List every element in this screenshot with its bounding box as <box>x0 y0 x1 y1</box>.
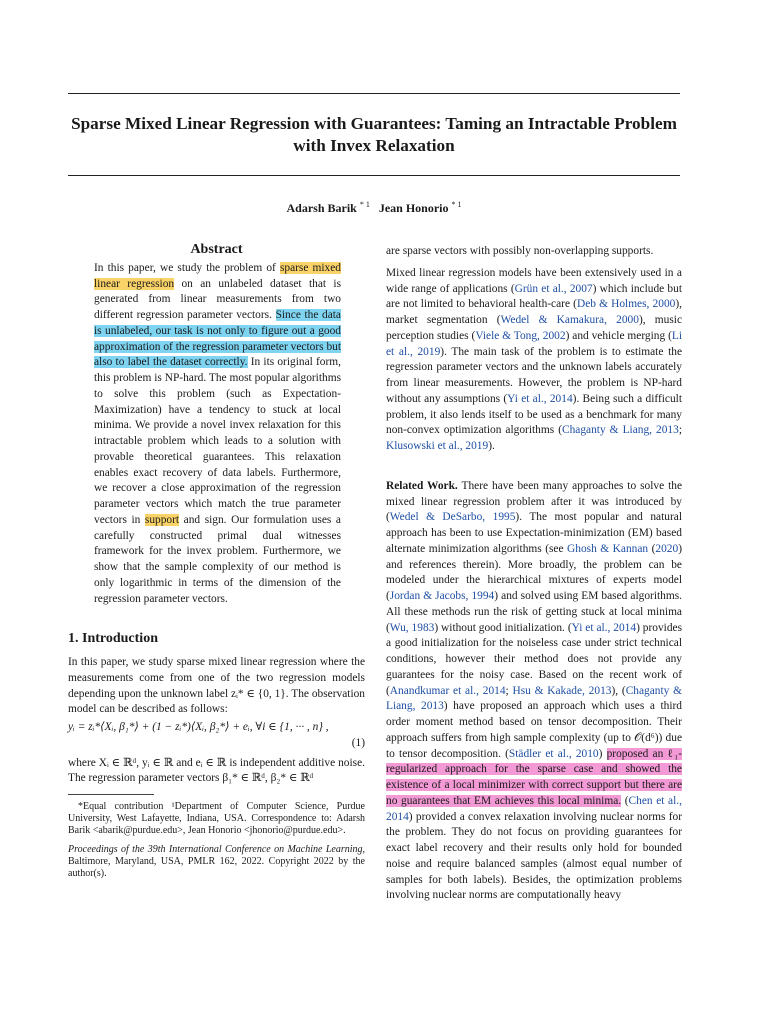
paragraph-continuation: are sparse vectors with possibly non-overlapping supports. <box>386 245 654 257</box>
text: ) <box>598 747 607 760</box>
author-line <box>68 200 680 216</box>
intro-paragraph: In this paper, we study sparse mixed linear regression where the measurements come from one of the two regression models depending upon the unknown label zᵢ* ∈ {0, 1}. The observation model can be described as follows: <box>68 656 365 716</box>
author-name[interactable]: Adarsh Barik <box>286 201 357 215</box>
paragraph-applications <box>386 266 682 455</box>
text: ). Being such a difficult problem, it also lends itself to be used as a benchmark for many non-convex optimization algorithms ( <box>386 392 682 437</box>
citation-link[interactable]: Chaganty & Liang, 2013 <box>386 684 682 713</box>
highlight-pink[interactable]: proposed an ℓ₁-regularized approach for the sparse case and showed the existence of a local minimizer with correct support but there are no guarantees that EM achieves this local minima. <box>386 747 682 807</box>
text: ) provided a convex relaxation involving nuclear norms for the problem. They do not focus on providing guarantees for exact label recovery and their results only hold for bounded noise and require balanced samples (almost equal number of samples for both labels). Besides, the optimization problems involving nuclear norms are computationally heavy <box>386 810 682 902</box>
highlight-yellow[interactable]: sparse mixed linear regression <box>94 261 341 290</box>
text: ) provides a good initialization for the noiseless case under strict technical conditions, however their method does not provide any guarantees for the noisy case. Based on the recent work of ( <box>386 621 683 697</box>
author-marks: * 1 <box>451 200 462 209</box>
abstract-body <box>68 261 365 608</box>
citation-link[interactable]: Viele & Tong, 2002 <box>475 329 566 342</box>
title-bottom-rule <box>68 175 680 176</box>
text: ) without good initialization. ( <box>434 621 572 634</box>
abstract-text: In its original form, this problem is NP-hard. The most popular algorithms to solve this problem (such as Expectation-Maximization) have a tendency to stuck at local minima. We provide a novel invex relaxation for this intractable problem which leads to a solution with provable theoretical guarantees. This relaxation enables exact recovery of data labels. Furthermore, we recover a close approximation of the regression parameter vectors which match the true parameter vectors in <box>94 356 341 526</box>
text: ) and references therein). More broadly, the problem can be modeled under the hierarchical mixtures of experts model ( <box>386 542 682 602</box>
section-heading-introduction: 1. Introduction <box>68 631 158 647</box>
citation-link[interactable]: Wedel & Kamakura, 2000 <box>500 314 639 326</box>
proceedings-details: , Baltimore, Maryland, USA, PMLR 162, 2022. Copyright 2022 by the author(s). <box>68 843 365 880</box>
text: ( <box>621 794 629 807</box>
citation-link[interactable]: Wu, 1983 <box>389 621 435 634</box>
text: ( <box>648 542 656 555</box>
citation-link[interactable]: Ghosh & Kannan <box>567 542 649 555</box>
text: ) and solved using EM based algorithms. All these methods run the risk of getting stuck at local minima ( <box>386 590 682 634</box>
run-in-heading: Related Work. <box>386 479 458 492</box>
citation-link[interactable]: Li et al., 2019 <box>386 329 682 358</box>
left-column <box>68 242 365 880</box>
author-name[interactable]: Jean Honorio <box>378 201 449 215</box>
citation-link[interactable]: Grün et al., 2007 <box>514 282 593 295</box>
equation-number: (1) <box>351 736 365 749</box>
abstract-text: In this paper, we study the problem of <box>94 261 280 274</box>
citation-link[interactable]: Chaganty & Liang, 2013 <box>561 424 679 437</box>
abstract-heading: Abstract <box>190 242 243 257</box>
citation-link[interactable]: Yi et al., 2014 <box>571 621 637 634</box>
equation-text: yᵢ = zᵢ*⟨Xᵢ, β₁*⟩ + (1 − zᵢ*)⟨Xᵢ, β₂*⟩ + eᵢ, ∀i ∈ {1, ··· , n} , <box>68 721 329 733</box>
text: ), ( <box>611 684 626 697</box>
footnote-rule <box>68 794 154 795</box>
highlight-blue[interactable]: Since the data is unlabeled, our task is not only to figure out a good approximation of the regression parameter vectors but also to label the dataset correctly. <box>94 309 341 369</box>
text: ). The main task of the problem is to estimate the regression parameter vectors and the unknown labels accurately from linear measurements. However, the problem is NP-hard without any assumptions ( <box>386 345 682 405</box>
right-column <box>386 244 682 904</box>
proceedings-venue: Proceedings of the 39th International Conference on Machine Learning <box>68 843 363 855</box>
footnote-affiliation: *Equal contribution ¹Department of Computer Science, Purdue University, West Lafayette, Indiana, USA. Correspondence to: Adarsh Barik <abarik@purdue.edu>, Jean Honorio <jhonorio@purdue.edu>. <box>68 801 365 837</box>
top-rule <box>68 93 680 94</box>
intro-paragraph: where Xᵢ ∈ ℝᵈ, yᵢ ∈ ℝ and eᵢ ∈ ℝ is independent additive noise. The regression parameter vectors β₁* ∈ ℝᵈ, β₂* ∈ ℝᵈ <box>68 756 365 785</box>
text: There have been many approaches to solve the mixed linear regression problem after it was introduced by ( <box>386 479 682 524</box>
paragraph-related-work <box>386 479 682 904</box>
text: ), market segmentation ( <box>386 298 682 326</box>
abstract-text: and sign. Our formulation uses a carefully constructed primal dual witnesses framework for the invex problem. Furthermore, we show that the sample complexity of our method is only logarithmic in terms of the dimension of the regression parameter vectors. <box>94 513 341 605</box>
citation-link[interactable]: Chen et al., 2014 <box>386 794 682 823</box>
text: ). The most popular and natural approach has been to use Expectation-minimization (EM) based alternate minimization algorithms (see <box>386 511 682 555</box>
text: ) and vehicle merging ( <box>565 329 672 342</box>
text: ), music perception studies ( <box>386 314 682 342</box>
citation-link[interactable]: Deb & Holmes, 2000 <box>576 298 676 311</box>
text: ; <box>505 684 513 697</box>
citation-link[interactable]: Jordan & Jacobs, 1994 <box>389 590 495 602</box>
citation-link[interactable]: Yi et al., 2014 <box>507 392 573 405</box>
text: ; <box>678 424 682 437</box>
abstract-text: on an unlabeled dataset that is generated from linear measurements from two different regression parameter vectors. <box>94 277 341 321</box>
citation-link[interactable]: Hsu & Kakade, 2013 <box>512 684 612 697</box>
equation-1 <box>68 720 365 736</box>
text: ). <box>488 440 495 452</box>
author-marks: * 1 <box>359 200 370 209</box>
text: ) which include but are not limited to behavioral health-care ( <box>386 282 682 311</box>
citation-link[interactable]: Anandkumar et al., 2014 <box>389 684 506 697</box>
citation-link[interactable]: 2020 <box>655 542 679 555</box>
paper-title: Sparse Mixed Linear Regression with Guarantees: Taming an Intractable Problem with Invex Relaxation <box>71 114 677 155</box>
text: ) have proposed an approach which uses a third order moment method based on tensor decomposition. Their approach suffers from high sample complexity (up to 𝒪(d⁶)) due to tensor decomposition. ( <box>386 700 682 760</box>
highlight-orange[interactable]: support <box>144 513 180 526</box>
citation-link[interactable]: Klusowski et al., 2019 <box>386 440 489 452</box>
citation-link[interactable]: Wedel & DeSarbo, 1995 <box>389 511 516 524</box>
footnote-proceedings <box>68 844 365 881</box>
citation-link[interactable]: Städler et al., 2010 <box>508 747 599 760</box>
text: Mixed linear regression models have been extensively used in a wide range of applications ( <box>386 266 682 295</box>
